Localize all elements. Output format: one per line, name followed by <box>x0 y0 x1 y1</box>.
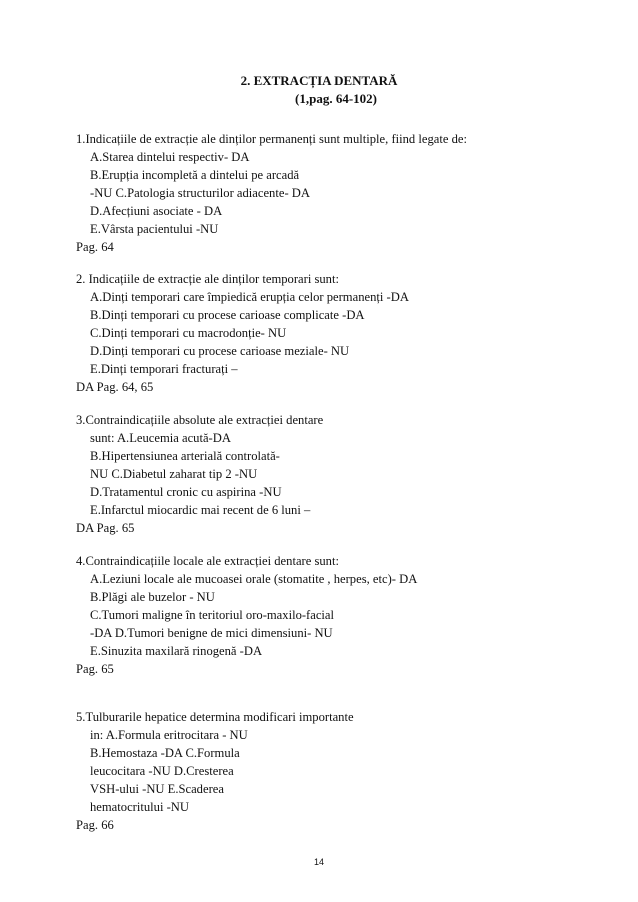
answer-option: D.Afecțiuni asociate - DA <box>90 204 223 218</box>
answer-option: B.Hipertensiunea arterială controlată- <box>90 449 280 463</box>
question-1 <box>76 130 576 256</box>
answer-option: B.Dinți temporari cu procese carioase complicate -DA <box>90 308 365 322</box>
answer-option: A.Leziuni locale ale mucoasei orale (stomatite , herpes, etc)- DA <box>90 572 418 586</box>
answer-option: E.Dinți temporari fracturați – <box>90 362 238 376</box>
chapter-title: 2. EXTRACȚIA DENTARĂ <box>240 73 398 88</box>
page-reference: Pag. 66 <box>76 818 114 832</box>
spacer <box>76 396 576 411</box>
chapter-subtitle: (1,pag. 64-102) <box>295 91 377 106</box>
answer-option: B.Plăgi ale buzelor - NU <box>90 590 215 604</box>
question-4 <box>76 552 576 678</box>
answer-option: VSH-ului -NU E.Scaderea <box>90 782 224 796</box>
question-text: 5.Tulburarile hepatice determina modificari importante <box>76 710 354 724</box>
answer-option: E.Infarctul miocardic mai recent de 6 luni – <box>90 503 311 517</box>
answer-option: E.Vârsta pacientului -NU <box>90 222 219 236</box>
question-5 <box>76 708 576 834</box>
answer-option: -NU C.Patologia structurilor adiacente- DA <box>90 186 310 200</box>
answer-option: -DA D.Tumori benigne de mici dimensiuni- NU <box>90 626 333 640</box>
question-list <box>76 130 576 834</box>
answer-option: in: A.Formula eritrocitara - NU <box>90 728 248 742</box>
spacer <box>76 537 576 552</box>
chapter-heading <box>0 72 638 108</box>
answer-option: A.Dinți temporari care împiedică erupția celor permanenți -DA <box>90 290 409 304</box>
page-reference: DA Pag. 64, 65 <box>76 380 154 394</box>
page-reference: DA Pag. 65 <box>76 521 135 535</box>
answer-option: leucocitara -NU D.Cresterea <box>90 764 234 778</box>
question-text: 4.Contraindicațiile locale ale extracției dentare sunt: <box>76 554 339 568</box>
spacer <box>76 678 576 708</box>
answer-option: hematocritului -NU <box>90 800 189 814</box>
question-2 <box>76 270 576 396</box>
question-text: 3.Contraindicațiile absolute ale extracției dentare <box>76 413 324 427</box>
answer-option: E.Sinuzita maxilară rinogenă -DA <box>90 644 263 658</box>
page-reference: Pag. 65 <box>76 662 114 676</box>
page-reference: Pag. 64 <box>76 240 114 254</box>
answer-option: sunt: A.Leucemia acută-DA <box>90 431 231 445</box>
answer-option: B.Erupția incompletă a dintelui pe arcadă <box>90 168 300 182</box>
answer-option: D.Tratamentul cronic cu aspirina -NU <box>90 485 282 499</box>
question-text: 2. Indicațiile de extracție ale dinților temporari sunt: <box>76 272 339 286</box>
answer-option: D.Dinți temporari cu procese carioase meziale- NU <box>90 344 350 358</box>
answer-option: B.Hemostaza -DA C.Formula <box>90 746 240 760</box>
spacer <box>76 256 576 270</box>
question-3 <box>76 411 576 537</box>
answer-option: A.Starea dintelui respectiv- DA <box>90 150 250 164</box>
answer-option: NU C.Diabetul zaharat tip 2 -NU <box>90 467 258 481</box>
answer-option: C.Tumori maligne în teritoriul oro-maxilo-facial <box>90 608 335 622</box>
page-number: 14 <box>313 857 324 867</box>
question-text: 1.Indicațiile de extracție ale dinților permanenți sunt multiple, fiind legate de: <box>76 132 467 146</box>
answer-option: C.Dinți temporari cu macrodonție- NU <box>90 326 287 340</box>
